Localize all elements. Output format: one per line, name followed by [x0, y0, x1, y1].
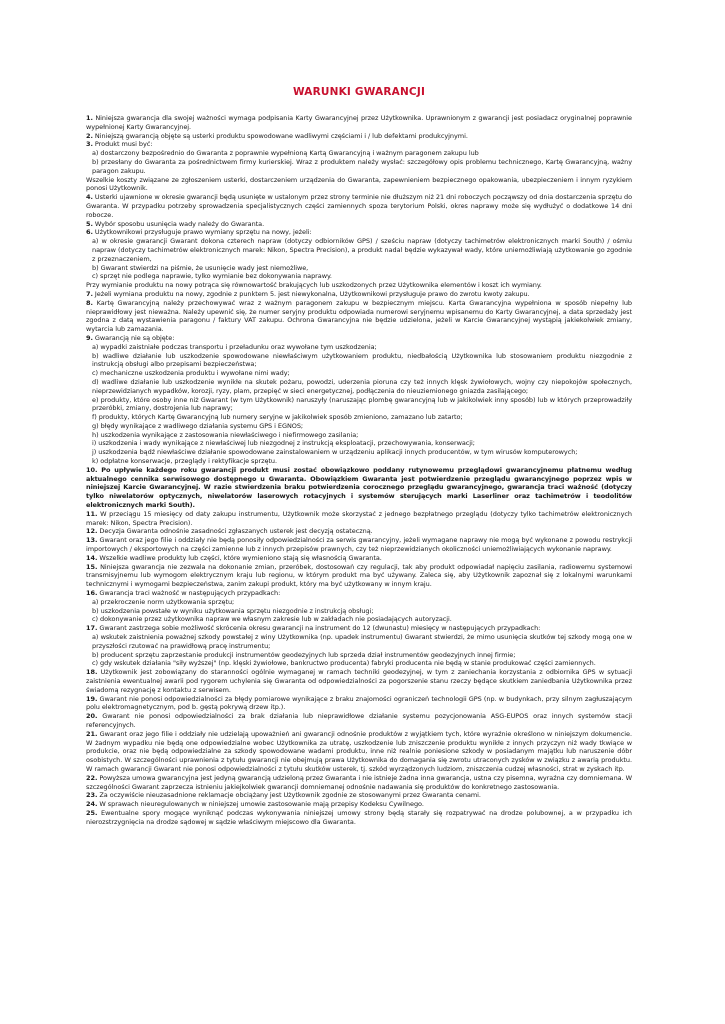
clause-number: 16.: [86, 589, 98, 598]
clause-paragraph: [86, 290, 632, 299]
clause-text: Powyższa umowa gwarancyjna jest jedyną gwarancją udzieloną przez Gwaranta i nie istnieje żadna inna gwarancja, ustna czy pisemna, wyraźna czy domniemana. W szczególności Gwarant zaprzecza istnieniu jakiejkolwiek gwarancji domniemanej odnośnie nadawania się produktów do konkretnego zastosowania.: [86, 773, 632, 791]
clause-text: Gwarancja traci ważność w następujących przypadkach:: [97, 589, 281, 598]
clause-paragraph: [86, 695, 632, 713]
sub-clause: f) produkty, których Kartę Gwarancyjną lub numery seryjne w jakikolwiek sposób zmieniono, zamazano lub zatarto;: [92, 413, 463, 422]
clause-number: 6.: [86, 228, 93, 237]
clause-number: 2.: [86, 131, 93, 140]
clause-number: 13.: [86, 536, 98, 545]
clause-number: 15.: [86, 562, 98, 571]
clause-text: Gwarant nie ponosi odpowiedzialności za błędy pomiarowe wynikające z braku znajomości ograniczeń technologii GPS (np. w budynkach, przy silnym zagłuszającym polu elektromagnetycznym, pod b. gęstą pokrywą drzew itp.).: [86, 694, 632, 712]
clause-paragraph: [86, 334, 632, 343]
clause-number: 8.: [86, 298, 93, 307]
clause-paragraph: [86, 624, 632, 633]
clause-number: 9.: [86, 333, 93, 342]
clause-text: W przeciągu 15 miesięcy od daty zakupu instrumentu, Użytkownik może skorzystać z jednego bezpłatnego przeglądu (dotyczy tylko tachimetrów elektronicznych marek: Nikon, Spectra Precision).: [86, 509, 632, 527]
clause-paragraph: [86, 809, 632, 827]
sub-clause: e) produkty, które osoby inne niż Gwarant (w tym Użytkownik) naruszyły (naruszając plombę gwarancyjną lub w jakikolwiek inny sposób) lub w których przeprowadziły przeróbki, zmiany, dostrojenia lub naprawy;: [92, 395, 632, 413]
sub-clause: a) dostarczony bezpośrednio do Gwaranta z poprawnie wypełnioną Kartą Gwarancyjną i ważnym paragonem zakupu lub: [92, 149, 479, 158]
clause-text: Niniejszą gwarancją objęte są usterki produktu spowodowane wadliwymi częściami i / lub defektami produkcyjnymi.: [92, 131, 468, 140]
clause-number: 10.: [86, 465, 98, 474]
clause-number: 18.: [86, 668, 98, 677]
clause-paragraph: [86, 774, 632, 792]
clause-number: 21.: [86, 729, 98, 738]
sub-clause: c) sprzęt nie podlega naprawie, tylko wymianie bez dokonywania naprawy.: [92, 272, 332, 281]
clause-text: Decyzja Gwaranta odnośnie zasadności zgłaszanych usterek jest decyzją ostateczną.: [97, 527, 373, 536]
clause-text: Wybór sposobu usunięcia wady należy do Gwaranta.: [92, 219, 265, 228]
clause-number: 17.: [86, 624, 98, 633]
clause-paragraph: [86, 299, 632, 334]
clause-paragraph: [86, 220, 632, 229]
clause-paragraph: [86, 527, 632, 536]
clause-number: 22.: [86, 773, 98, 782]
warranty-document: [86, 86, 632, 827]
clause-paragraph: [86, 228, 632, 237]
sub-clause: a) wskutek zaistnienia poważnej szkody powstałej z winy Użytkownika (np. upadek instrumentu) Gwarant stwierdzi, że mimo usunięcia skutków tej szkody mogą one w przyszłości rzutować na prawidłową pracę instrumentu;: [92, 633, 632, 650]
clause-text: Produkt musi być:: [92, 140, 153, 149]
document-title: WARUNKI GWARANCJI: [292, 86, 426, 98]
clause-text: Niniejsza gwarancja dla swojej ważności wymaga podpisania Karty Gwarancyjnej przez Użytkownika. Uprawnionym z gwarancji jest posiadacz oryginalnej poprawnie wypełnionej Karty Gwarancyjnej.: [86, 114, 632, 131]
sub-clause: b) uszkodzenia powstałe w wyniku użytkowania sprzętu niezgodnie z instrukcją obsługi;: [92, 606, 374, 615]
clause-text: Ewentualne spory mogące wyniknąć podczas wykonywania niniejszej umowy strony będą starały się rozpatrywać na drodze polubownej, a w przypadku ich nierozstrzygnięcia na drodze sądowej w sądzie właściwym miejscowo dla Gwaranta.: [86, 808, 632, 826]
sub-clause: b) producent sprzętu zaprzestanie produkcji instrumentów geodezyjnych lub sprzeda dział instrumentów geodezyjnych innej firmie;: [92, 650, 516, 659]
clause-number: 5.: [86, 219, 93, 228]
document-body: [86, 114, 632, 827]
clause-number: 7.: [86, 289, 93, 298]
clause-number: 1.: [86, 114, 93, 122]
note-paragraph: Wszelkie koszty związane ze zgłoszeniem usterki, dostarczeniem urządzenia do Gwaranta, zapewnieniem bezpiecznego opakowania, ubezpieczeniem i innym ryzykiem ponosi Użytkownik.: [86, 175, 632, 193]
sub-clause: i) uszkodzenia i wady wynikające z niewłaściwej lub niezgodnej z instrukcją eksploatacji, przechowywania, konserwacji;: [92, 439, 475, 448]
clause-number: 23.: [86, 791, 98, 800]
clause-paragraph: [86, 466, 632, 510]
clause-number: 24.: [86, 800, 98, 809]
sub-clause: b) przesłany do Gwaranta za pośrednictwem firmy kurierskiej. Wraz z produktem należy wysłać: szczegółowy opis problemu technicznego, Kartę Gwarancyjną, ważny paragon zakupu.: [92, 157, 632, 175]
clause-paragraph: [86, 536, 632, 554]
clause-text: Kartę Gwarancyjną należy przechowywać wraz z ważnym paragonem zakupu w bezpiecznym miejscu. Karta Gwarancyjna wypełniona w sposób niepełny lub nieprawidłowy jest nieważna. Należy upewnić się, że numer seryjny produktu odpowiada numerowi seryjnemu wpisanemu do Karty Gwarancyjnej, a data sprzedaży jest zgodna z datą wystawienia paragonu / faktury VAT zakupu. Ochrona Gwarancyjna nie będzie udzielona, jeżeli w Karcie Gwarancyjnej wystąpią jakiekolwiek zmiany, wytarcia lub zamazania.: [86, 298, 632, 334]
clause-number: 4.: [86, 193, 93, 202]
clause-number: 11.: [86, 509, 98, 518]
clause-paragraph: [86, 589, 632, 598]
clause-paragraph: [86, 132, 632, 141]
sub-clause: d) wadliwe działanie lub uszkodzenie wynikłe na skutek pożaru, powodzi, uderzenia pioruna czy też innych klęsk żywiołowych, wojny czy niepokojów społecznych, nieprzewidzianych wypadków, korozji, ryzy, plam, przepięć w sieci energetycznej, podłączenia do nieuziemionego gniazda zasilającego;: [92, 377, 632, 395]
clause-paragraph: [86, 193, 632, 219]
sub-clause: k) odpłatne konserwacje, przeglądy i rektyfikacje sprzętu.: [92, 457, 277, 466]
clause-text: Niniejsza gwarancja nie zezwala na dokonanie zmian, przeróbek, dostosowań czy regulacji, tak aby produkt odpowiadał napięciu zasilania, radiowemu systemowi transmisyjnemu lub wymogom elektrycznym kraju lub regionu, w którym produkt ma być używany. Zaleca się, aby Użytkownik zapoznał się z lokalnymi warunkami technicznymi i wymogami bezpieczeństwa, zanim zakupi produkt, który ma być użytkowany w innym kraju.: [86, 562, 632, 589]
clause-text: Gwarant oraz jego filie i oddziały nie będą ponosiły odpowiedzialności za serwis gwarancyjny, jeżeli wymagane naprawy nie mogą być wykonane z powodu restrykcji importowych / eksportowych na części zamienne lub z innych przepisów prawnych, czy też nieprzewidzianych okoliczności uniemożliwiających wykonanie naprawy.: [86, 536, 632, 554]
sub-clause: c) gdy wskutek działania "siły wyższej" (np. klęski żywiołowe, bankructwo producenta) fabryki producenta nie będą w stanie produkować części zamiennych.: [92, 659, 596, 668]
clause-text: W sprawach nieuregulowanych w niniejszej umowie zastosowanie mają przepisy Kodeksu Cywilnego.: [97, 800, 424, 809]
clause-paragraph: [86, 712, 632, 730]
clause-paragraph: [86, 114, 632, 132]
clause-text: Za oczywiście nieuzasadnione reklamacje obciążany jest Użytkownik zgodnie ze stosowanymi przez Gwaranta cenami.: [97, 791, 481, 800]
clause-number: 25.: [86, 808, 98, 817]
clause-number: 3.: [86, 140, 93, 149]
sub-clause: j) uszkodzenia bądź niewłaściwe działanie spowodowane zainstalowaniem w urządzeniu aplikacji innych producentów, w tym wirusów komputerowych;: [92, 448, 578, 457]
sub-clause: c) dokonywanie przez użytkownika napraw we własnym zakresie lub w zakładach nie posiadających autoryzacji.: [92, 615, 452, 624]
clause-text: Użytkownikowi przysługuje prawo wymiany sprzętu na nowy, jeżeli:: [92, 228, 312, 237]
clause-paragraph: [86, 800, 632, 809]
clause-number: 20.: [86, 712, 98, 721]
clause-number: 19.: [86, 694, 98, 703]
sub-clause: a) w okresie gwarancji Gwarant dokona czterech napraw (dotyczy odbiorników GPS) / sześciu napraw (dotyczy tachimetrów elektronicznych marki South) / ośmiu napraw (dotyczy tachimetrów elektronicznych marek: Nikon, Spectra Precision), a produkt nadal będzie wykazywał wady, które uniemożliwiają użytkowanie go zgodnie z przeznaczeniem,: [92, 237, 632, 263]
clause-paragraph: [86, 510, 632, 528]
clause-paragraph: [86, 668, 632, 694]
clause-text: Po upływie każdego roku gwarancji produkt musi zostać obowiązkowo poddany rutynowemu przeglądowi gwarancyjnemu płatnemu według aktualnego cennika serwisowego dostępnego u Gwaranta. Obowiązkiem Gwaranta jest potwierdzenie przeglądu gwarancyjnego poprzez wpis w niniejszej Karcie Gwarancyjnej. W razie stwierdzenia braku potwierdzenia corocznego przeglądu gwarancyjnego, gwarancja traci ważność (dotyczy tylko niwelatorów optycznych, niwelatorów laserowych rotacyjnych i systemów sterujących marki Laserliner oraz tachimetrów i teodolitów elektronicznych marki South).: [86, 465, 632, 510]
clause-text: Gwarant zastrzega sobie możliwość skrócenia okresu gwarancji na instrument do 12 (dwunastu) miesięcy w następujących przypadkach:: [97, 624, 541, 633]
sub-clause: b) Gwarant stwierdzi na piśmie, że usunięcie wady jest niemożliwe,: [92, 263, 309, 272]
clause-text: Jeżeli wymiana produktu na nowy, zgodnie z punktem 5. jest niewykonalna, Użytkownikowi przysługuje prawo do zwrotu kwoty zakupu.: [92, 289, 530, 298]
clause-paragraph: [86, 730, 632, 774]
sub-clause: c) mechaniczne uszkodzenia produktu i wywołane nimi wady;: [92, 369, 290, 378]
clause-text: Gwarant oraz jego filie i oddziały nie udzielają upoważnień ani gwarancji odnośnie produktów z wyjątkiem tych, które wyraźnie określono w niniejszym dokumencie. W żadnym wypadku nie będą one odpowiedzialne wobec Użytkownika za utratę, uszkodzenie lub zniszczenie produktu wynikłe z innych przyczyn niż wady tkwiące w produkcie, oraz nie będą odpowiedzialne za szkody spowodowane wadami produktu, inne niż realnie poniesione szkody w posiadanym majątku lub naruszenie dóbr osobistych. W szczególności uprawnienia z tytułu gwarancji nie obejmują prawa Użytkownika do domagania się zwrotu utraconych zysków w związku z awarią produktu. W ramach gwarancji Gwarant nie ponosi odpowiedzialności z tytułu skutków usterek, tj. szkód wyrządzonych ludziom, zniszczenia cudzej własności, strat w zyskach itp.: [86, 729, 632, 773]
note-paragraph: Przy wymianie produktu na nowy potrąca się równowartość brakujących lub uszkodzonych przez Użytkownika elementów i koszt ich wymiany.: [86, 281, 542, 290]
clause-text: Gwarancją nie są objęte:: [92, 333, 175, 342]
sub-clause: a) wypadki zaistniałe podczas transportu i przeładunku oraz wywołane tym uszkodzenia;: [92, 342, 377, 351]
clause-number: 12.: [86, 527, 98, 536]
clause-text: Gwarant nie ponosi odpowiedzialności za brak działania lub nieprawidłowe działanie systemu pozycjonowania ASG-EUPOS oraz innych systemów stacji referencyjnych.: [86, 712, 632, 729]
clause-paragraph: [86, 140, 632, 149]
clause-text: Usterki ujawnione w okresie gwarancji będą usunięte w ustalonym przez strony terminie nie dłuższym niż 21 dni roboczych począwszy od dnia dostarczenia sprzętu do Gwaranta. W przypadku potrzeby sprowadzenia specjalistycznych części zamiennych spoza terytorium Polski, okres naprawy może się wydłużyć o dodatkowe 14 dni robocze.: [86, 193, 632, 219]
clause-number: 14.: [86, 553, 98, 562]
sub-clause: a) przekroczenie norm użytkowania sprzętu;: [92, 597, 235, 606]
clause-text: Użytkownik jest zobowiązany do staranności ogólnie wymaganej w ramach techniki geodezyjnej, w tym z zaniechania korzystania z odbiornika GPS w sytuacji zaistnienia ewentualnej awarii pod rygorem uchylenia się Gwaranta od odpowiedzialności za pogorszenie stanu rzeczy będące skutkiem zaniedbania Użytkownika przez świadomą rezygnację z kontaktu z serwisem.: [86, 668, 632, 694]
sub-clause: g) błędy wynikające z wadliwego działania systemu GPS i EGNOS;: [92, 421, 304, 430]
sub-clause: b) wadliwe działanie lub uszkodzenie spowodowane niewłaściwym użytkowaniem produktu, niedbałością Użytkownika lub stosowaniem produktu niezgodnie z instrukcją obsługi albo przepisami bezpieczeństwa;: [92, 351, 632, 369]
clause-paragraph: [86, 791, 632, 800]
clause-paragraph: [86, 554, 632, 563]
clause-paragraph: [86, 563, 632, 589]
clause-text: Wszelkie wadliwe produkty lub części, które wymieniono stają się własnością Gwaranta.: [97, 553, 382, 562]
sub-clause: h) uszkodzenia wynikające z zastosowania niewłaściwego i niefirmowego zasilania;: [92, 430, 359, 439]
